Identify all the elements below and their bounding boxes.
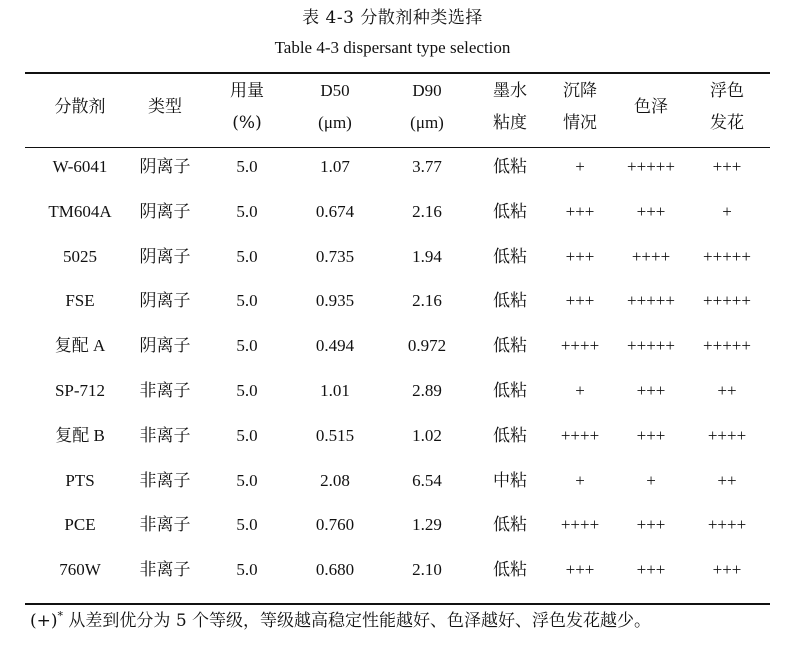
cell-float: ++++ [707, 426, 747, 445]
cell-color: +++ [636, 560, 666, 579]
cell-name: W-6041 [52, 157, 108, 176]
cell-type: 阴离子 [139, 336, 191, 356]
header-d90-unit: (μm) [410, 113, 444, 132]
cell-viscosity: 低粘 [493, 247, 527, 267]
table-caption-chinese: 表 4-3 分散剂种类选择 [302, 8, 483, 28]
table-caption-english: Table 4-3 dispersant type selection [274, 38, 511, 57]
cell-dosage: 5.0 [236, 426, 258, 445]
cell-viscosity: 低粘 [493, 381, 527, 401]
cell-d50: 0.935 [315, 291, 355, 310]
cell-type: 阴离子 [139, 157, 191, 177]
cell-float: + [722, 202, 732, 221]
cell-d90: 2.89 [412, 381, 442, 400]
header-dosage [230, 80, 264, 134]
header-dispersant: 分散剂 [54, 97, 106, 117]
cell-float: +++ [712, 157, 742, 176]
header-float [710, 80, 744, 134]
cell-type: 非离子 [139, 560, 191, 580]
header-d90-label: D90 [412, 81, 442, 100]
cell-d90: 0.972 [407, 336, 447, 355]
cell-dosage: 5.0 [236, 381, 258, 400]
footnote-text: 从差到优分为 5 个等级，等级越高稳定性能越好、色泽越好、浮色发花越少。 [63, 611, 652, 631]
cell-d50: 0.515 [315, 426, 355, 445]
cell-d90: 1.02 [412, 426, 442, 445]
footnote-star: * [57, 609, 64, 623]
cell-type: 阴离子 [139, 291, 191, 311]
cell-color: + [646, 471, 656, 490]
cell-float: +++++ [703, 336, 751, 355]
header-d50-label: D50 [320, 81, 350, 100]
cell-type: 非离子 [139, 471, 191, 491]
cell-settling: + [575, 471, 585, 490]
cell-viscosity: 低粘 [493, 426, 527, 446]
header-viscosity [493, 80, 527, 134]
footnote-mark: (+) [30, 611, 58, 631]
cell-float: ++++ [707, 515, 747, 534]
cell-settling: ++++ [560, 336, 600, 355]
header-d50-unit: (μm) [318, 113, 352, 132]
cell-dosage: 5.0 [236, 471, 258, 490]
cell-float: +++++ [703, 291, 751, 310]
header-settling-line2: 情况 [563, 113, 597, 133]
cell-settling: ++++ [560, 515, 600, 534]
cell-type: 非离子 [139, 515, 191, 535]
cell-d50: 1.07 [320, 157, 350, 176]
cell-float: +++++ [703, 247, 751, 266]
header-type: 类型 [148, 97, 182, 117]
cell-d50: 1.01 [320, 381, 350, 400]
cell-color: +++++ [627, 336, 675, 355]
header-viscosity-line1: 墨水 [493, 81, 527, 101]
cell-float: ++ [717, 381, 737, 400]
cell-settling: ++++ [560, 426, 600, 445]
cell-d50: 0.674 [315, 202, 355, 221]
cell-dosage: 5.0 [236, 336, 258, 355]
cell-d90: 2.10 [412, 560, 442, 579]
cell-viscosity: 低粘 [493, 560, 527, 580]
cell-dosage: 5.0 [236, 157, 258, 176]
cell-dosage: 5.0 [236, 515, 258, 534]
header-float-line2: 发花 [710, 113, 744, 133]
cell-name: 760W [59, 560, 101, 579]
cell-settling: +++ [565, 291, 595, 310]
cell-dosage: 5.0 [236, 247, 258, 266]
cell-type: 阴离子 [139, 247, 191, 267]
cell-d50: 0.760 [315, 515, 355, 534]
cell-color: +++++ [627, 157, 675, 176]
cell-name: PCE [64, 515, 96, 534]
header-color: 色泽 [634, 97, 668, 117]
cell-name: 5025 [63, 247, 97, 266]
cell-d90: 2.16 [412, 202, 442, 221]
header-viscosity-line2: 粘度 [493, 113, 527, 133]
header-d50 [318, 80, 352, 134]
cell-float: +++ [712, 560, 742, 579]
cell-float: ++ [717, 471, 737, 490]
cell-type: 非离子 [139, 426, 191, 446]
cell-type: 阴离子 [139, 202, 191, 222]
cell-dosage: 5.0 [236, 560, 258, 579]
cell-name: PTS [65, 471, 95, 490]
cell-d90: 6.54 [412, 471, 442, 490]
cell-color: +++ [636, 202, 666, 221]
cell-viscosity: 中粘 [493, 471, 527, 491]
header-settling [563, 80, 597, 134]
header-d90 [410, 80, 444, 134]
cell-name: 复配 A [54, 336, 106, 355]
cell-color: ++++ [631, 247, 671, 266]
cell-viscosity: 低粘 [493, 515, 527, 535]
cell-viscosity: 低粘 [493, 157, 527, 177]
table-bottom-rule [25, 603, 770, 605]
header-settling-line1: 沉降 [563, 81, 597, 101]
cell-color: +++++ [627, 291, 675, 310]
cell-settling: + [575, 381, 585, 400]
cell-settling: +++ [565, 202, 595, 221]
cell-name: 复配 B [55, 426, 105, 445]
cell-d50: 0.735 [315, 247, 355, 266]
cell-d50: 0.680 [315, 560, 355, 579]
cell-viscosity: 低粘 [493, 336, 527, 356]
cell-viscosity: 低粘 [493, 202, 527, 222]
table-top-rule [25, 72, 770, 74]
header-dosage-label: 用量 [230, 81, 264, 101]
table-footnote [30, 608, 651, 634]
cell-name: SP-712 [54, 381, 106, 400]
cell-name: FSE [65, 291, 95, 310]
cell-color: +++ [636, 515, 666, 534]
cell-d50: 0.494 [315, 336, 355, 355]
cell-settling: +++ [565, 247, 595, 266]
table-header-rule [25, 147, 770, 148]
cell-viscosity: 低粘 [493, 291, 527, 311]
cell-d90: 3.77 [412, 157, 442, 176]
cell-color: +++ [636, 381, 666, 400]
cell-dosage: 5.0 [236, 291, 258, 310]
cell-d90: 1.94 [412, 247, 442, 266]
cell-d90: 2.16 [412, 291, 442, 310]
cell-d90: 1.29 [412, 515, 442, 534]
cell-settling: +++ [565, 560, 595, 579]
cell-dosage: 5.0 [236, 202, 258, 221]
cell-d50: 2.08 [320, 471, 350, 490]
header-float-line1: 浮色 [710, 81, 744, 101]
header-dosage-unit: (%) [232, 113, 262, 133]
cell-type: 非离子 [139, 381, 191, 401]
cell-settling: + [575, 157, 585, 176]
cell-name: TM604A [48, 202, 112, 221]
cell-color: +++ [636, 426, 666, 445]
